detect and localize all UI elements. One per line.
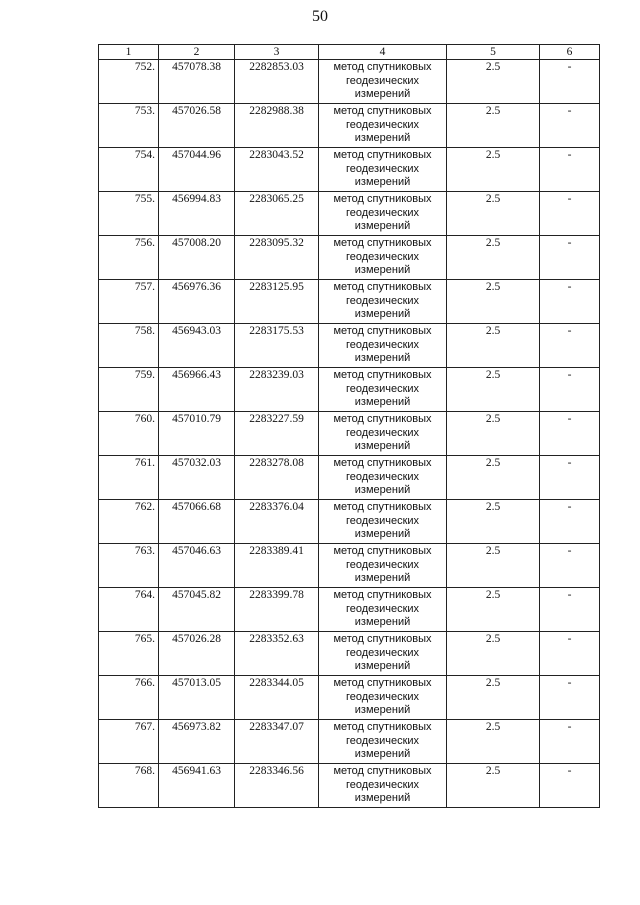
accuracy-cell: 2.5 [447,368,540,412]
method-cell: метод спутниковых геодезических измерений [319,764,447,808]
accuracy-cell: 2.5 [447,412,540,456]
point-number-cell: 752. [99,60,159,104]
note-cell: - [540,676,600,720]
table-row [99,280,600,324]
note-cell: - [540,148,600,192]
method-cell: метод спутниковых геодезических измерений [319,60,447,104]
note-cell: - [540,236,600,280]
point-number-cell: 768. [99,764,159,808]
x-coordinate-cell: 457013.05 [159,676,235,720]
column-header-5: 5 [447,45,540,60]
method-cell: метод спутниковых геодезических измерений [319,280,447,324]
x-coordinate-cell: 456941.63 [159,764,235,808]
point-number-cell: 757. [99,280,159,324]
method-cell: метод спутниковых геодезических измерений [319,588,447,632]
table-row [99,148,600,192]
x-coordinate-cell: 457046.63 [159,544,235,588]
accuracy-cell: 2.5 [447,60,540,104]
accuracy-cell: 2.5 [447,324,540,368]
accuracy-cell: 2.5 [447,544,540,588]
point-number-cell: 753. [99,104,159,148]
table-row [99,720,600,764]
point-number-cell: 767. [99,720,159,764]
table-row [99,588,600,632]
y-coordinate-cell: 2283175.53 [235,324,319,368]
point-number-cell: 761. [99,456,159,500]
x-coordinate-cell: 457078.38 [159,60,235,104]
point-number-cell: 760. [99,412,159,456]
y-coordinate-cell: 2283065.25 [235,192,319,236]
y-coordinate-cell: 2283344.05 [235,676,319,720]
point-number-cell: 756. [99,236,159,280]
column-header-6: 6 [540,45,600,60]
y-coordinate-cell: 2282853.03 [235,60,319,104]
x-coordinate-cell: 456976.36 [159,280,235,324]
point-number-cell: 755. [99,192,159,236]
note-cell: - [540,104,600,148]
column-header-3: 3 [235,45,319,60]
table-row [99,60,600,104]
x-coordinate-cell: 457044.96 [159,148,235,192]
table-row [99,236,600,280]
note-cell: - [540,764,600,808]
note-cell: - [540,368,600,412]
point-number-cell: 763. [99,544,159,588]
table-row [99,192,600,236]
note-cell: - [540,588,600,632]
table-row [99,456,600,500]
table-row [99,676,600,720]
column-header-1: 1 [99,45,159,60]
point-number-cell: 764. [99,588,159,632]
method-cell: метод спутниковых геодезических измерений [319,192,447,236]
coordinates-table [98,44,600,808]
column-header-2: 2 [159,45,235,60]
x-coordinate-cell: 457032.03 [159,456,235,500]
y-coordinate-cell: 2283227.59 [235,412,319,456]
x-coordinate-cell: 457026.58 [159,104,235,148]
table-row [99,368,600,412]
method-cell: метод спутниковых геодезических измерений [319,456,447,500]
y-coordinate-cell: 2283352.63 [235,632,319,676]
accuracy-cell: 2.5 [447,192,540,236]
y-coordinate-cell: 2283125.95 [235,280,319,324]
accuracy-cell: 2.5 [447,148,540,192]
y-coordinate-cell: 2282988.38 [235,104,319,148]
note-cell: - [540,60,600,104]
table-row [99,500,600,544]
point-number-cell: 765. [99,632,159,676]
table-body [99,60,600,808]
accuracy-cell: 2.5 [447,500,540,544]
method-cell: метод спутниковых геодезических измерений [319,500,447,544]
point-number-cell: 754. [99,148,159,192]
method-cell: метод спутниковых геодезических измерений [319,236,447,280]
note-cell: - [540,632,600,676]
table-row [99,544,600,588]
page-number: 50 [312,8,328,25]
x-coordinate-cell: 457026.28 [159,632,235,676]
method-cell: метод спутниковых геодезических измерений [319,632,447,676]
note-cell: - [540,544,600,588]
y-coordinate-cell: 2283347.07 [235,720,319,764]
method-cell: метод спутниковых геодезических измерений [319,104,447,148]
note-cell: - [540,324,600,368]
table-row [99,764,600,808]
table-row [99,412,600,456]
y-coordinate-cell: 2283346.56 [235,764,319,808]
method-cell: метод спутниковых геодезических измерений [319,544,447,588]
x-coordinate-cell: 456973.82 [159,720,235,764]
table-row [99,324,600,368]
y-coordinate-cell: 2283278.08 [235,456,319,500]
table-row [99,632,600,676]
method-cell: метод спутниковых геодезических измерений [319,720,447,764]
y-coordinate-cell: 2283095.32 [235,236,319,280]
method-cell: метод спутниковых геодезических измерений [319,412,447,456]
accuracy-cell: 2.5 [447,632,540,676]
accuracy-cell: 2.5 [447,676,540,720]
method-cell: метод спутниковых геодезических измерений [319,676,447,720]
y-coordinate-cell: 2283043.52 [235,148,319,192]
point-number-cell: 766. [99,676,159,720]
x-coordinate-cell: 457066.68 [159,500,235,544]
accuracy-cell: 2.5 [447,588,540,632]
x-coordinate-cell: 456966.43 [159,368,235,412]
y-coordinate-cell: 2283376.04 [235,500,319,544]
x-coordinate-cell: 457010.79 [159,412,235,456]
method-cell: метод спутниковых геодезических измерений [319,324,447,368]
accuracy-cell: 2.5 [447,720,540,764]
accuracy-cell: 2.5 [447,280,540,324]
note-cell: - [540,456,600,500]
note-cell: - [540,412,600,456]
x-coordinate-cell: 457008.20 [159,236,235,280]
note-cell: - [540,500,600,544]
method-cell: метод спутниковых геодезических измерений [319,148,447,192]
point-number-cell: 758. [99,324,159,368]
accuracy-cell: 2.5 [447,764,540,808]
y-coordinate-cell: 2283389.41 [235,544,319,588]
note-cell: - [540,720,600,764]
x-coordinate-cell: 456994.83 [159,192,235,236]
y-coordinate-cell: 2283399.78 [235,588,319,632]
accuracy-cell: 2.5 [447,236,540,280]
x-coordinate-cell: 456943.03 [159,324,235,368]
point-number-cell: 762. [99,500,159,544]
accuracy-cell: 2.5 [447,104,540,148]
y-coordinate-cell: 2283239.03 [235,368,319,412]
x-coordinate-cell: 457045.82 [159,588,235,632]
column-header-4: 4 [319,45,447,60]
method-cell: метод спутниковых геодезических измерений [319,368,447,412]
table-header-row [99,45,600,60]
point-number-cell: 759. [99,368,159,412]
table-row [99,104,600,148]
note-cell: - [540,192,600,236]
accuracy-cell: 2.5 [447,456,540,500]
note-cell: - [540,280,600,324]
